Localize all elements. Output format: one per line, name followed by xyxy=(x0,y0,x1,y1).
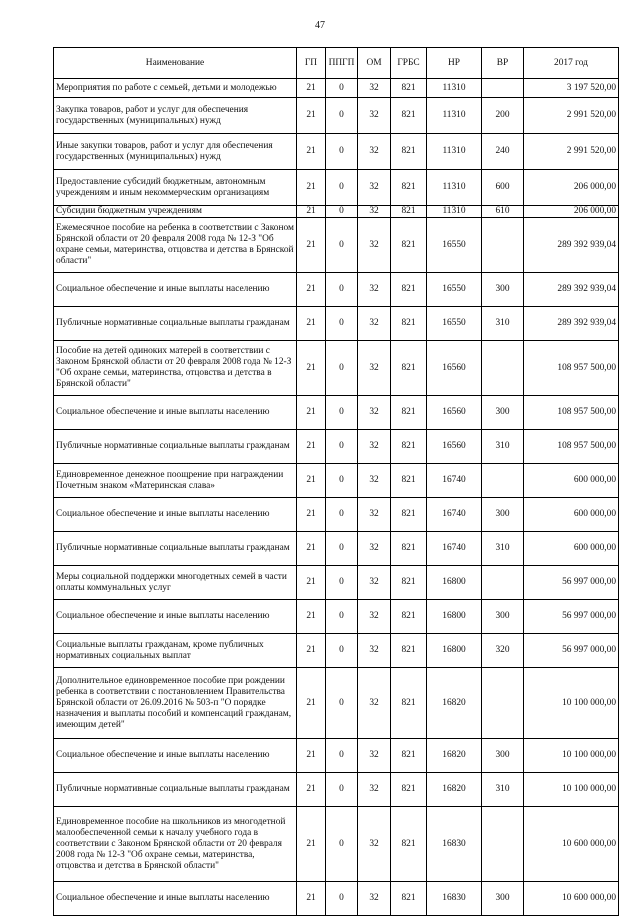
header-vr: ВР xyxy=(482,48,524,79)
row-nr: 16550 xyxy=(427,307,482,341)
row-ppgp: 0 xyxy=(326,498,358,532)
row-grbs: 821 xyxy=(391,98,427,134)
row-ppgp: 0 xyxy=(326,668,358,739)
row-ppgp: 0 xyxy=(326,739,358,773)
row-om: 32 xyxy=(358,498,391,532)
row-grbs: 821 xyxy=(391,134,427,170)
row-gp: 21 xyxy=(297,430,326,464)
row-name: Предоставление субсидий бюджетным, автономным учреждениям и иным некоммерческим организациям xyxy=(54,170,297,206)
row-vr: 300 xyxy=(482,498,524,532)
row-name: Дополнительное единовременное пособие при рождении ребенка в соответствии с постановлением Правительства Брянской области от 26.09.2016 № 503-п "О порядке назначения и выплаты пособий и компенсаций гражданам, имеющим детей" xyxy=(54,668,297,739)
row-nr: 16820 xyxy=(427,668,482,739)
table-row xyxy=(54,134,619,170)
row-name: Иные закупки товаров, работ и услуг для обеспечения государственных (муниципальных) нужд xyxy=(54,134,297,170)
row-gp: 21 xyxy=(297,98,326,134)
row-grbs: 821 xyxy=(391,807,427,882)
row-ppgp: 0 xyxy=(326,532,358,566)
row-ppgp: 0 xyxy=(326,464,358,498)
row-name: Пособие на детей одиноких матерей в соответствии с Законом Брянской области от 20 февраля 2008 года № 12-З "Об охране семьи, материнства, отцовства и детства в Брянской области" xyxy=(54,341,297,396)
row-gp: 21 xyxy=(297,807,326,882)
row-gp: 21 xyxy=(297,773,326,807)
row-name: Единовременное денежное поощрение при награждении Почетным знаком «Материнская слава» xyxy=(54,464,297,498)
row-nr: 16820 xyxy=(427,739,482,773)
row-om: 32 xyxy=(358,79,391,98)
row-ppgp: 0 xyxy=(326,396,358,430)
table-row xyxy=(54,532,619,566)
table-row xyxy=(54,600,619,634)
row-name: Закупка товаров, работ и услуг для обеспечения государственных (муниципальных) нужд xyxy=(54,98,297,134)
row-gp: 21 xyxy=(297,566,326,600)
row-ppgp: 0 xyxy=(326,600,358,634)
row-ppgp: 0 xyxy=(326,79,358,98)
table-row xyxy=(54,98,619,134)
row-name: Публичные нормативные социальные выплаты гражданам xyxy=(54,430,297,464)
row-vr: 320 xyxy=(482,634,524,668)
row-vr: 300 xyxy=(482,600,524,634)
row-ppgp: 0 xyxy=(326,134,358,170)
header-nr: НР xyxy=(427,48,482,79)
table-row xyxy=(54,882,619,916)
row-grbs: 821 xyxy=(391,341,427,396)
row-nr: 16800 xyxy=(427,634,482,668)
row-vr: 310 xyxy=(482,307,524,341)
row-vr: 600 xyxy=(482,170,524,206)
table-row xyxy=(54,668,619,739)
row-gp: 21 xyxy=(297,341,326,396)
row-gp: 21 xyxy=(297,739,326,773)
row-amount: 108 957 500,00 xyxy=(524,396,619,430)
row-vr xyxy=(482,807,524,882)
row-grbs: 821 xyxy=(391,307,427,341)
row-name: Мероприятия по работе с семьей, детьми и молодежью xyxy=(54,79,297,98)
row-amount: 10 100 000,00 xyxy=(524,739,619,773)
row-amount: 10 600 000,00 xyxy=(524,807,619,882)
table-row xyxy=(54,430,619,464)
row-name: Субсидии бюджетным учреждениям xyxy=(54,206,297,218)
row-name: Социальное обеспечение и иные выплаты населению xyxy=(54,273,297,307)
row-gp: 21 xyxy=(297,532,326,566)
row-grbs: 821 xyxy=(391,532,427,566)
row-nr: 16550 xyxy=(427,273,482,307)
row-om: 32 xyxy=(358,464,391,498)
row-nr: 16830 xyxy=(427,807,482,882)
row-amount: 600 000,00 xyxy=(524,464,619,498)
row-grbs: 821 xyxy=(391,634,427,668)
table-row xyxy=(54,307,619,341)
row-om: 32 xyxy=(358,600,391,634)
row-name: Ежемесячное пособие на ребенка в соответствии с Законом Брянской области от 20 февраля 2008 года № 12-З "Об охране семьи, материнства, отцовства и детства в Брянской области" xyxy=(54,218,297,273)
row-gp: 21 xyxy=(297,882,326,916)
row-amount: 108 957 500,00 xyxy=(524,341,619,396)
header-year: 2017 год xyxy=(524,48,619,79)
row-amount: 206 000,00 xyxy=(524,206,619,218)
row-gp: 21 xyxy=(297,668,326,739)
row-vr xyxy=(482,79,524,98)
row-amount: 56 997 000,00 xyxy=(524,634,619,668)
row-om: 32 xyxy=(358,307,391,341)
row-om: 32 xyxy=(358,882,391,916)
row-gp: 21 xyxy=(297,600,326,634)
row-vr: 310 xyxy=(482,773,524,807)
row-nr: 11310 xyxy=(427,134,482,170)
row-ppgp: 0 xyxy=(326,566,358,600)
row-name: Меры социальной поддержки многодетных семей в части оплаты коммунальных услуг xyxy=(54,566,297,600)
row-name: Публичные нормативные социальные выплаты гражданам xyxy=(54,773,297,807)
row-amount: 600 000,00 xyxy=(524,498,619,532)
row-ppgp: 0 xyxy=(326,773,358,807)
row-vr: 300 xyxy=(482,739,524,773)
row-vr xyxy=(482,218,524,273)
row-vr: 300 xyxy=(482,396,524,430)
row-grbs: 821 xyxy=(391,882,427,916)
row-name: Социальные выплаты гражданам, кроме публичных нормативных социальных выплат xyxy=(54,634,297,668)
row-grbs: 821 xyxy=(391,79,427,98)
row-gp: 21 xyxy=(297,498,326,532)
table-row xyxy=(54,773,619,807)
row-gp: 21 xyxy=(297,464,326,498)
row-name: Публичные нормативные социальные выплаты гражданам xyxy=(54,307,297,341)
header-name: Наименование xyxy=(54,48,297,79)
row-amount: 2 991 520,00 xyxy=(524,134,619,170)
row-name: Социальное обеспечение и иные выплаты населению xyxy=(54,739,297,773)
table-row xyxy=(54,79,619,98)
row-om: 32 xyxy=(358,134,391,170)
row-ppgp: 0 xyxy=(326,341,358,396)
row-ppgp: 0 xyxy=(326,170,358,206)
row-gp: 21 xyxy=(297,218,326,273)
row-grbs: 821 xyxy=(391,464,427,498)
row-name: Социальное обеспечение и иные выплаты населению xyxy=(54,498,297,532)
row-vr: 610 xyxy=(482,206,524,218)
row-amount: 3 197 520,00 xyxy=(524,79,619,98)
row-nr: 16800 xyxy=(427,566,482,600)
row-gp: 21 xyxy=(297,396,326,430)
row-grbs: 821 xyxy=(391,218,427,273)
page-number: 47 xyxy=(315,20,325,31)
row-grbs: 821 xyxy=(391,430,427,464)
row-ppgp: 0 xyxy=(326,807,358,882)
row-vr: 240 xyxy=(482,134,524,170)
row-om: 32 xyxy=(358,532,391,566)
table-row xyxy=(54,634,619,668)
row-vr: 300 xyxy=(482,273,524,307)
row-nr: 11310 xyxy=(427,98,482,134)
row-ppgp: 0 xyxy=(326,307,358,341)
row-nr: 16560 xyxy=(427,341,482,396)
row-ppgp: 0 xyxy=(326,634,358,668)
row-om: 32 xyxy=(358,341,391,396)
row-grbs: 821 xyxy=(391,739,427,773)
row-gp: 21 xyxy=(297,79,326,98)
row-amount: 206 000,00 xyxy=(524,170,619,206)
row-gp: 21 xyxy=(297,170,326,206)
row-grbs: 821 xyxy=(391,566,427,600)
row-amount: 289 392 939,04 xyxy=(524,307,619,341)
row-vr: 200 xyxy=(482,98,524,134)
row-vr xyxy=(482,668,524,739)
row-amount: 2 991 520,00 xyxy=(524,98,619,134)
row-om: 32 xyxy=(358,430,391,464)
header-grbs: ГРБС xyxy=(391,48,427,79)
row-om: 32 xyxy=(358,218,391,273)
row-ppgp: 0 xyxy=(326,273,358,307)
row-amount: 56 997 000,00 xyxy=(524,600,619,634)
row-name: Социальное обеспечение и иные выплаты населению xyxy=(54,396,297,430)
row-ppgp: 0 xyxy=(326,218,358,273)
row-om: 32 xyxy=(358,739,391,773)
header-om: ОМ xyxy=(358,48,391,79)
table-row xyxy=(54,396,619,430)
row-nr: 16740 xyxy=(427,498,482,532)
table-row xyxy=(54,464,619,498)
row-om: 32 xyxy=(358,566,391,600)
row-ppgp: 0 xyxy=(326,98,358,134)
row-nr: 16740 xyxy=(427,464,482,498)
row-vr xyxy=(482,464,524,498)
row-name: Публичные нормативные социальные выплаты гражданам xyxy=(54,532,297,566)
header-gp: ГП xyxy=(297,48,326,79)
row-amount: 289 392 939,04 xyxy=(524,218,619,273)
row-nr: 16560 xyxy=(427,430,482,464)
row-om: 32 xyxy=(358,206,391,218)
row-gp: 21 xyxy=(297,307,326,341)
row-gp: 21 xyxy=(297,134,326,170)
row-om: 32 xyxy=(358,396,391,430)
row-grbs: 821 xyxy=(391,600,427,634)
table-row xyxy=(54,206,619,218)
row-vr: 300 xyxy=(482,882,524,916)
row-gp: 21 xyxy=(297,206,326,218)
table-row xyxy=(54,218,619,273)
budget-table xyxy=(53,47,619,916)
header-row xyxy=(54,48,619,79)
table-row xyxy=(54,341,619,396)
row-om: 32 xyxy=(358,807,391,882)
row-om: 32 xyxy=(358,98,391,134)
row-grbs: 821 xyxy=(391,498,427,532)
row-nr: 16830 xyxy=(427,882,482,916)
row-nr: 11310 xyxy=(427,170,482,206)
row-nr: 16740 xyxy=(427,532,482,566)
row-grbs: 821 xyxy=(391,206,427,218)
row-amount: 108 957 500,00 xyxy=(524,430,619,464)
row-vr xyxy=(482,341,524,396)
row-ppgp: 0 xyxy=(326,430,358,464)
row-vr xyxy=(482,566,524,600)
row-nr: 11310 xyxy=(427,79,482,98)
header-ppgp: ППГП xyxy=(326,48,358,79)
row-grbs: 821 xyxy=(391,396,427,430)
row-om: 32 xyxy=(358,668,391,739)
row-ppgp: 0 xyxy=(326,206,358,218)
row-name: Единовременное пособие на школьников из многодетной малообеспеченной семьи к началу учебного года в соответствии с Законом Брянской области от 20 февраля 2008 года № 12-З "Об охране семьи, материнства, отцовства и детства в Брянской области" xyxy=(54,807,297,882)
row-nr: 11310 xyxy=(427,206,482,218)
row-grbs: 821 xyxy=(391,668,427,739)
table-row xyxy=(54,739,619,773)
row-nr: 16550 xyxy=(427,218,482,273)
table-row xyxy=(54,498,619,532)
row-om: 32 xyxy=(358,634,391,668)
row-vr: 310 xyxy=(482,430,524,464)
row-grbs: 821 xyxy=(391,273,427,307)
row-grbs: 821 xyxy=(391,773,427,807)
row-om: 32 xyxy=(358,773,391,807)
row-gp: 21 xyxy=(297,273,326,307)
row-gp: 21 xyxy=(297,634,326,668)
row-name: Социальное обеспечение и иные выплаты населению xyxy=(54,882,297,916)
table-row xyxy=(54,273,619,307)
table-row xyxy=(54,170,619,206)
row-nr: 16820 xyxy=(427,773,482,807)
row-grbs: 821 xyxy=(391,170,427,206)
row-om: 32 xyxy=(358,273,391,307)
row-amount: 10 600 000,00 xyxy=(524,882,619,916)
row-amount: 600 000,00 xyxy=(524,532,619,566)
row-nr: 16560 xyxy=(427,396,482,430)
row-amount: 56 997 000,00 xyxy=(524,566,619,600)
table-row xyxy=(54,807,619,882)
row-nr: 16800 xyxy=(427,600,482,634)
table-row xyxy=(54,566,619,600)
row-om: 32 xyxy=(358,170,391,206)
row-vr: 310 xyxy=(482,532,524,566)
row-amount: 10 100 000,00 xyxy=(524,668,619,739)
row-amount: 10 100 000,00 xyxy=(524,773,619,807)
row-name: Социальное обеспечение и иные выплаты населению xyxy=(54,600,297,634)
row-ppgp: 0 xyxy=(326,882,358,916)
row-amount: 289 392 939,04 xyxy=(524,273,619,307)
